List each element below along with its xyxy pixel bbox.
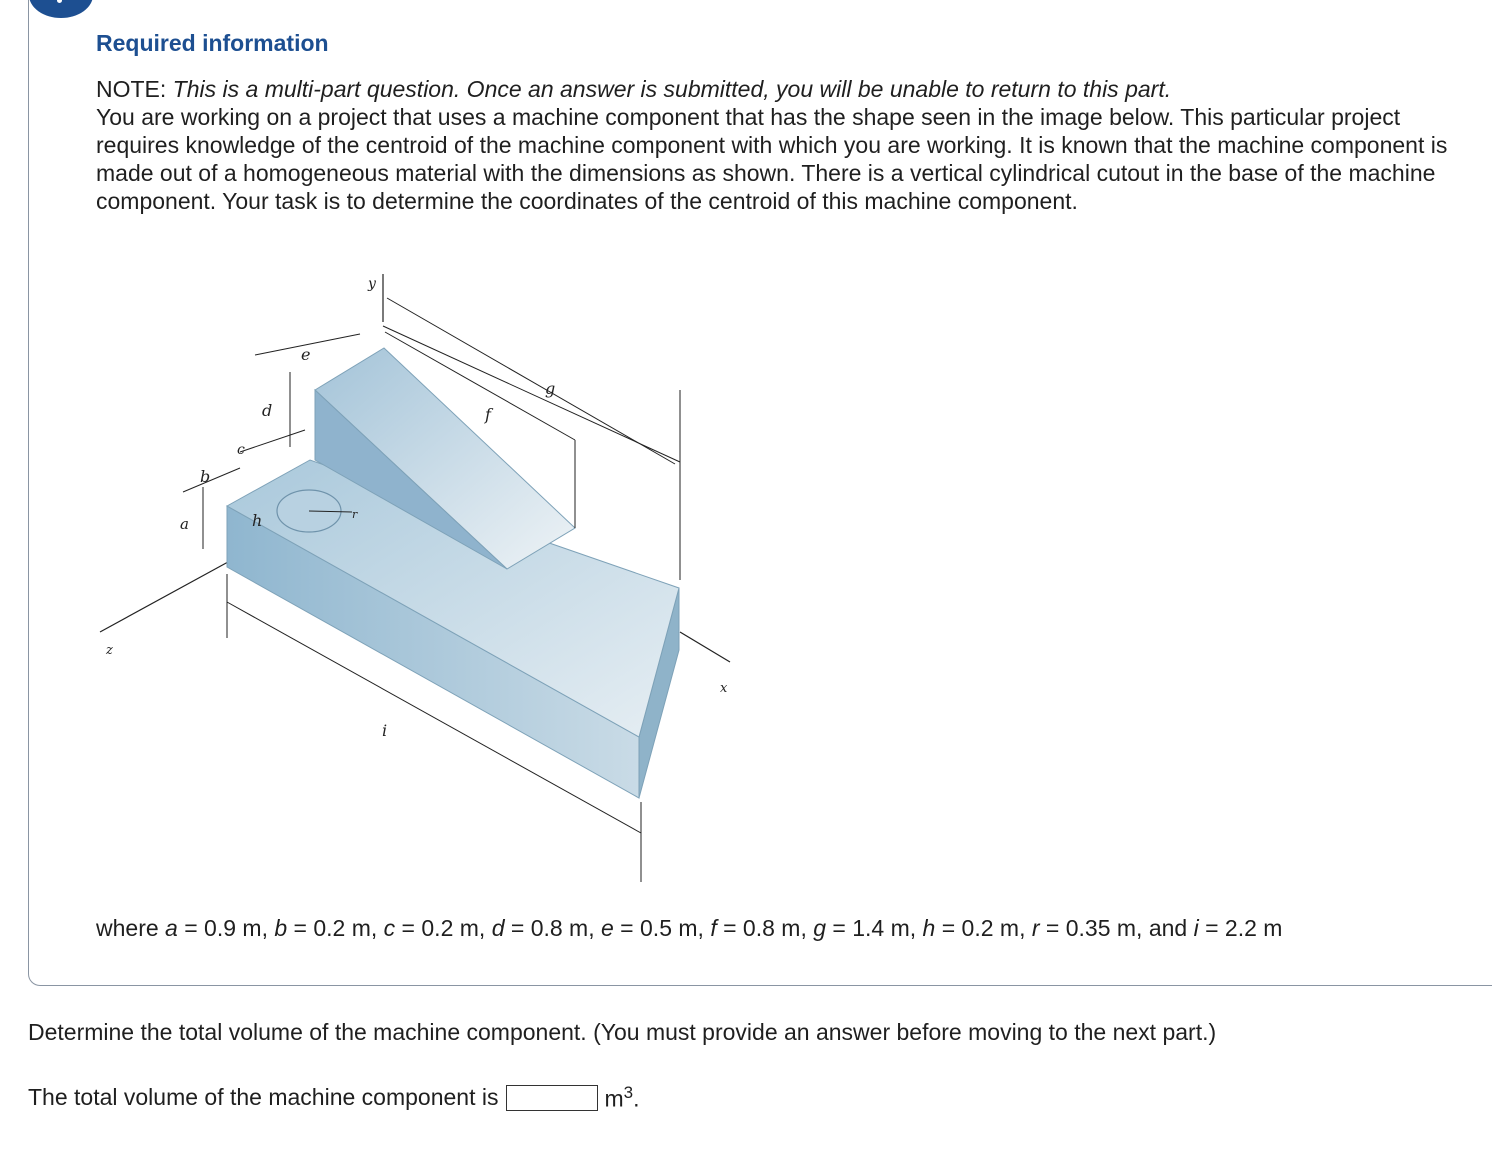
- c-label: c: [237, 442, 245, 458]
- i-label: i: [382, 721, 388, 740]
- required-info-title: Required information: [96, 30, 329, 56]
- z-axis-label: z: [106, 643, 113, 658]
- x-axis-label: x: [720, 681, 728, 696]
- f-label: f: [485, 405, 491, 424]
- z-axis-line: [100, 562, 228, 632]
- info-icon: [29, 0, 93, 18]
- problem-statement: You are working on a project that uses a machine component that has the shape seen in the image below. This particular project requires knowledge of the centroid of the machine component with which you are working. It is known that the machine component is made out of a homogeneous material with the dimensions as shown. There is a vertical cylindrical cutout in the base of the machine component. Your task is to determine the coordinates of the centroid of this machine component.: [96, 104, 1448, 214]
- b-label: b: [200, 467, 211, 486]
- dimension-values: where a = 0.9 m, b = 0.2 m, c = 0.2 m, d = 0.8 m, e = 0.5 m, f = 0.8 m, g = 1.4 m, h = 0.2 m, r = 0.35 m, and i = 2.2 m: [96, 915, 1283, 941]
- y-axis-label: y: [368, 276, 376, 292]
- question-text: Determine the total volume of the machine component. (You must provide an answer before moving to the next part.): [28, 1019, 1217, 1045]
- note-italic: This is a multi-part question. Once an answer is submitted, you will be unable to return to this part.: [172, 76, 1172, 102]
- note-prefix: NOTE:: [96, 76, 173, 102]
- answer-unit: $m^3$.: [604, 1083, 640, 1112]
- h-label: h: [252, 511, 263, 530]
- g-label: g: [545, 379, 556, 398]
- volume-answer-input[interactable]: [506, 1085, 598, 1111]
- answer-label: The total volume of the machine component is: [28, 1084, 499, 1111]
- machine-component-figure: [90, 262, 790, 897]
- answer-row: [28, 1083, 640, 1113]
- r-label: r: [352, 508, 358, 521]
- note-text: [96, 75, 1466, 215]
- x-axis-line: [680, 632, 730, 662]
- e-label: e: [301, 345, 311, 364]
- a-label: a: [180, 515, 189, 533]
- d-label: d: [262, 401, 273, 420]
